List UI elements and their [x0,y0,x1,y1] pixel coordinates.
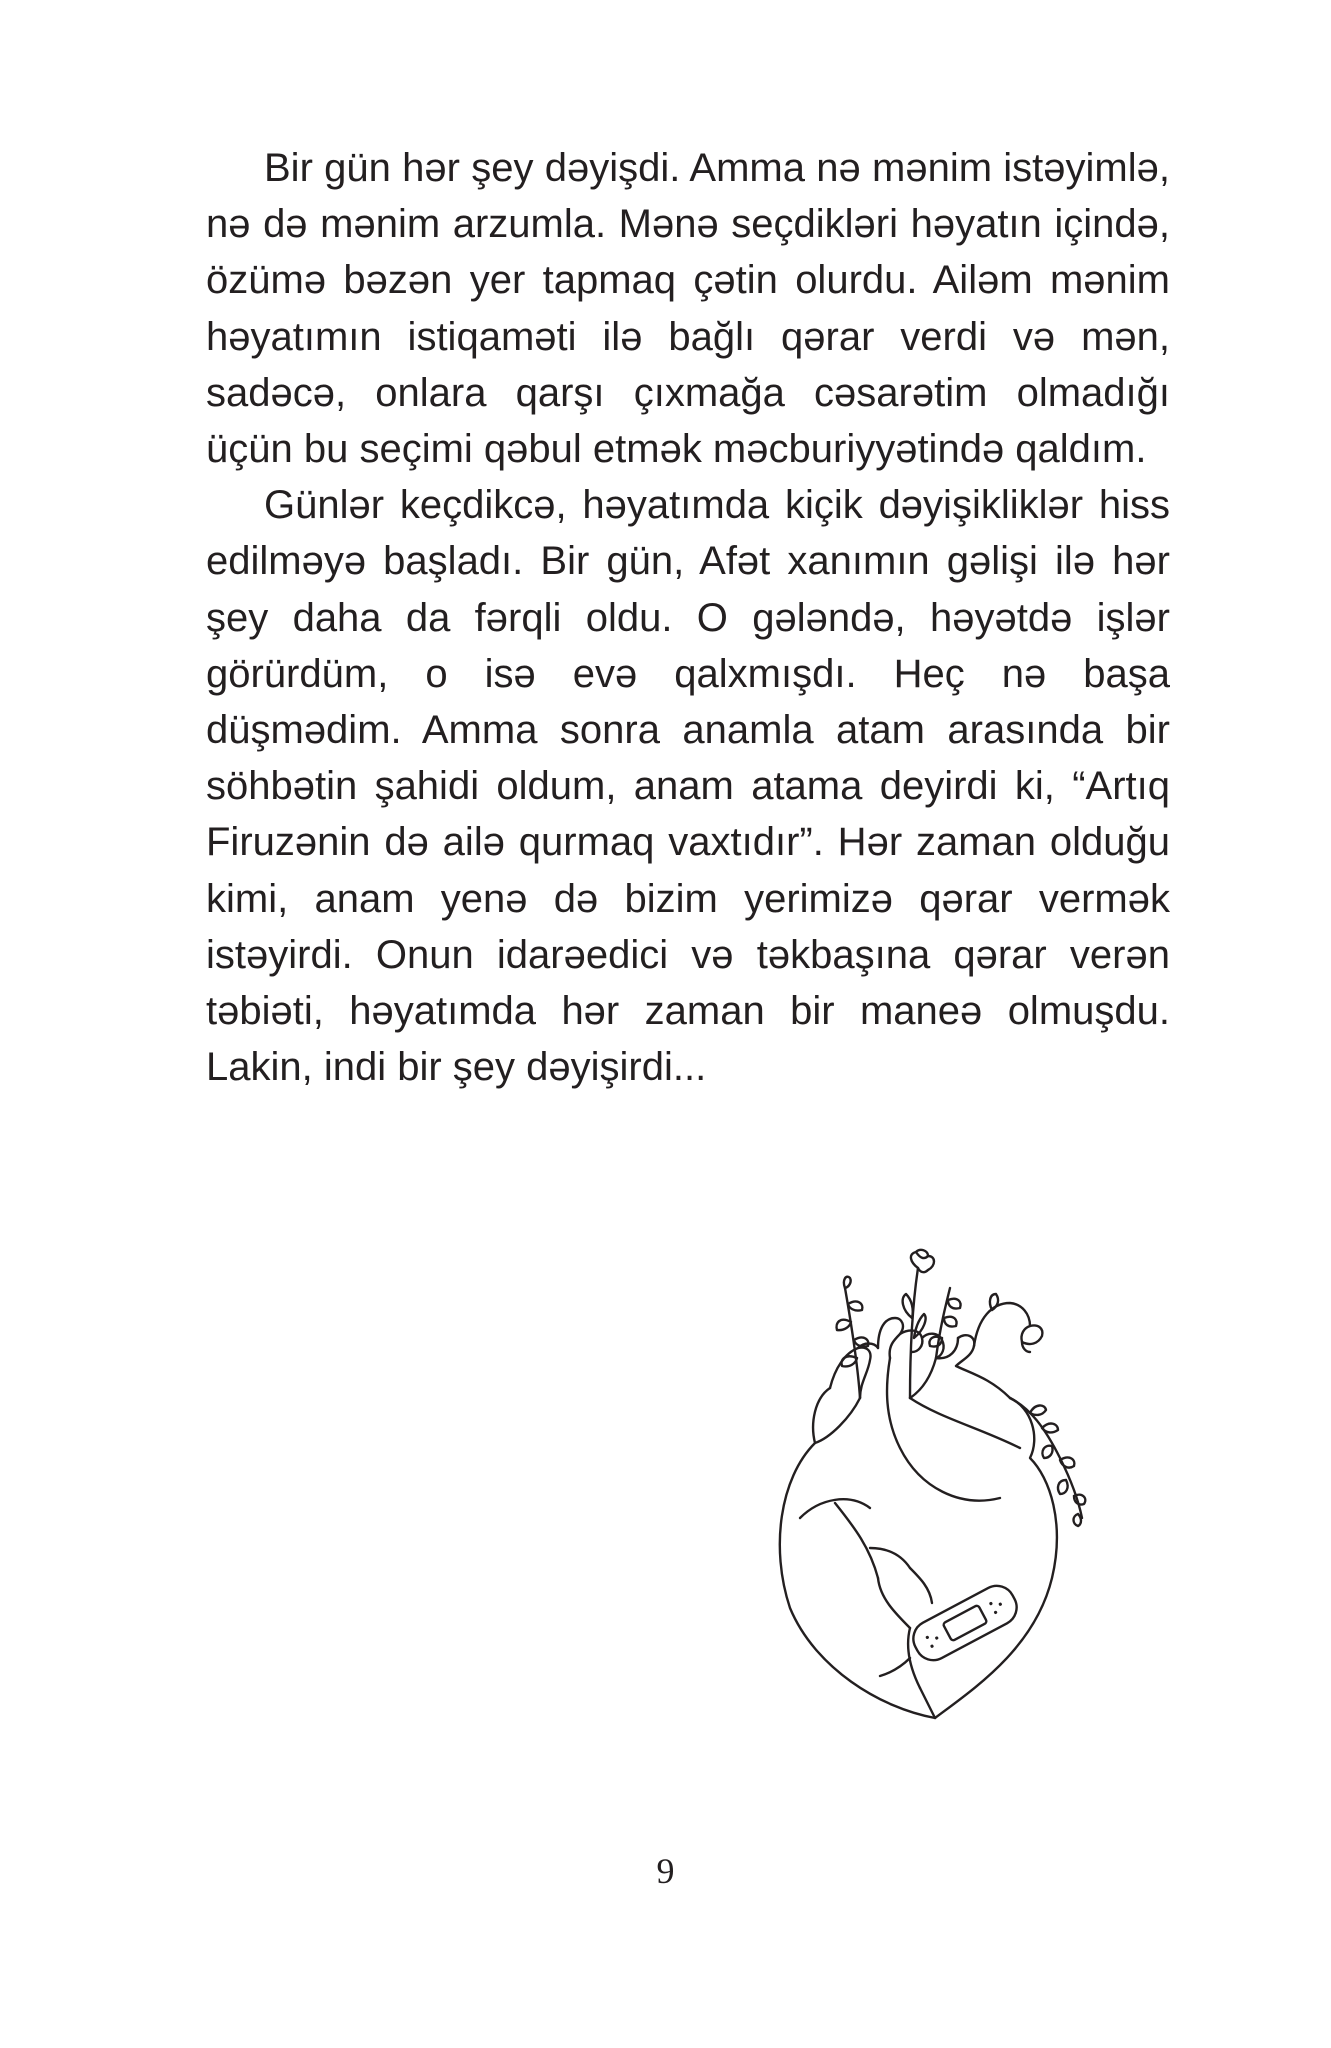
heart-with-flowers-and-bandage-icon [760,1248,1090,1728]
body-text [206,140,1170,1095]
page-number: 9 [656,1851,675,1891]
paragraph-1: Bir gün hər şey dəyişdi. Amma nə mənim istəyimlə, nə də mənim arzumla. Mənə seçdikləri həyatın içində, özümə bəzən yer tapmaq çətin olurdu. Ailəm mənim həyatımın istiqaməti ilə bağlı qərar verdi və mən, sadəcə, onlara qarşı çıxmağa cəsarətim olmadığı üçün bu seçimi qəbul etmək məcburiyyətində qaldım. [206,146,1170,472]
paragraph-2: Günlər keçdikcə, həyatımda kiçik dəyişikliklər hiss edilməyə başladı. Bir gün, Afət xanımın gəlişi ilə hər şey daha da fərqli oldu. O gələndə, həyətdə işlər görürdüm, o isə evə qalxmışdı. Heç nə başa düşmədim. Amma sonra anamla atam arasında bir söhbətin şahidi oldum, anam atama deyirdi ki, “Artıq Firuzənin də ailə qurmaq vaxtıdır”. Hər zaman olduğu kimi, anam yenə də bizim yerimizə qərar vermək istəyirdi. Onun idarəedici və təkbaşına qərar verən təbiəti, həyatımda hər zaman bir maneə olmuşdu. Lakin, indi bir şey dəyişirdi... [206,483,1170,1090]
